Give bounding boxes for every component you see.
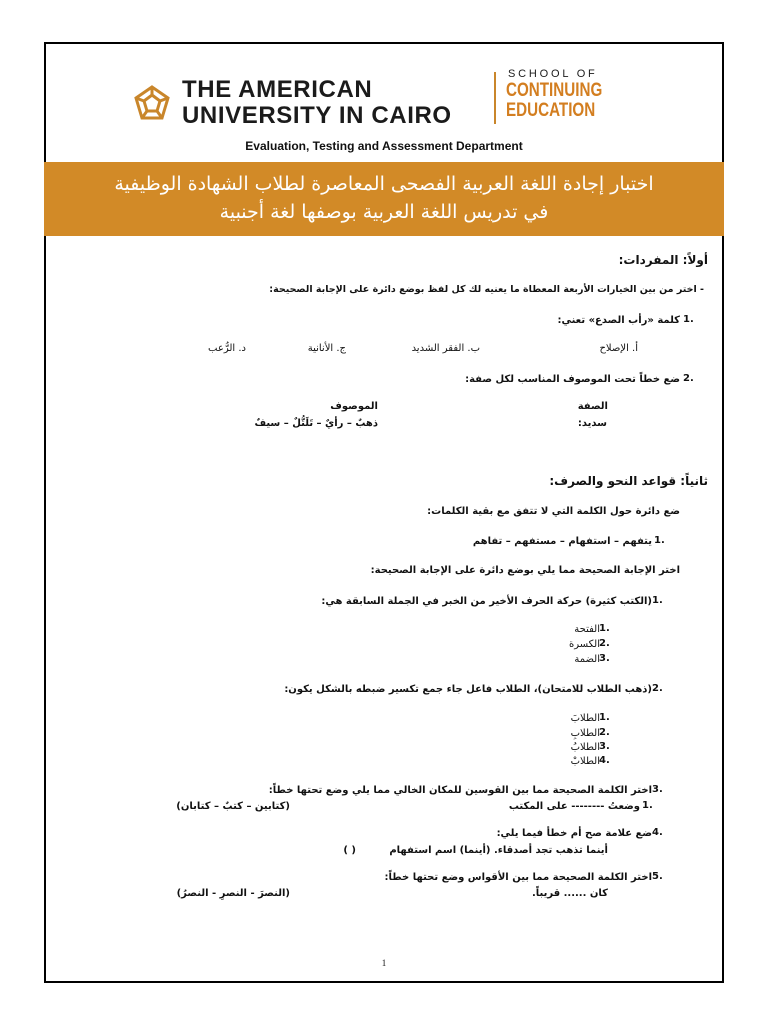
s1-q1-text: كلمة «رأب الصدع» تعني:: [557, 315, 680, 326]
s2-q2-option4-num: 4.: [599, 755, 610, 766]
s2-q2-option1-num: 1.: [599, 712, 610, 723]
s2-c1-number: 1.: [654, 535, 665, 546]
s1-q2-col-mawsuf: الموصوف: [330, 401, 378, 412]
s1-q2-number: 2.: [683, 373, 694, 384]
s1-q1-option-c[interactable]: ج. الأنانية: [307, 343, 346, 354]
s2-q4-text: ضع علامة صح أم خطأ فيما يلي:: [496, 828, 652, 839]
s1-q2-col-sifa: الصفة: [577, 401, 608, 412]
auc-name-line1: THE AMERICAN: [182, 76, 373, 103]
s2-q5-number: 5.: [652, 871, 663, 882]
s2-q2-option3-num: 3.: [599, 741, 610, 752]
s2-q1-option3-num: 3.: [599, 653, 610, 664]
s1-q1-number: 1.: [683, 314, 694, 325]
s2-circle-instruction: ضع دائرة حول الكلمة التي لا تتفق مع بقية الكلمات:: [427, 506, 680, 517]
s2-q4-number: 4.: [652, 827, 663, 838]
s2-q2-option2-num: 2.: [599, 727, 610, 738]
s2-q2-option4[interactable]: الطلابْ: [570, 756, 600, 767]
s2-q5-text: اختر الكلمة الصحيحة مما بين الأقواس وضع تحتها خطاً:: [384, 872, 652, 883]
s1-q2-row-mawsuf[interactable]: ذهبٌ – رأيٌ – تَلَتُّلٌ – سيفٌ: [254, 418, 378, 429]
banner-line2: في تدريس اللغة العربية بوصفها لغة أجنبية: [219, 201, 549, 223]
banner-line1: اختبار إجادة اللغة العربية الفصحى المعاصرة لطلاب الشهادة الوظيفية: [114, 173, 654, 195]
section1-title: أولاً: المفردات:: [618, 253, 708, 267]
s2-q1-option1-num: 1.: [599, 623, 610, 634]
s1-q2-row-sifa: سديد:: [577, 418, 607, 429]
s2-q1-option1[interactable]: الفتحة: [574, 624, 600, 635]
section2-title: ثانياً: قواعد النحو والصرف:: [549, 474, 708, 488]
s2-q3-text: اختر الكلمة الصحيحة مما بين القوسين للمكان الخالي مما يلي وضع تحتها خطاً:: [268, 785, 652, 796]
s2-q5-line: كان ...... قريباً.: [531, 888, 608, 899]
s2-q2-option2[interactable]: الطلابِ: [570, 728, 600, 739]
s2-q4-answer-blank[interactable]: ( ): [343, 845, 356, 856]
school-line1: SCHOOL OF: [508, 68, 598, 80]
s2-q3-number: 3.: [652, 784, 663, 795]
s1-q1-option-b[interactable]: ب. الفقر الشديد: [411, 343, 480, 354]
s2-q2-text: (ذهب الطلاب للامتحان)، الطلاب فاعل جاء جمع تكسير ضبطه بالشكل يكون:: [284, 684, 652, 695]
s2-q4-line: أينما تذهب تجد أصدقاء. (أينما) اسم استفهام: [389, 845, 608, 856]
department-title: Evaluation, Testing and Assessment Department: [245, 139, 523, 153]
s2-q3-sub-number: 1.: [642, 800, 653, 811]
page-number: 1: [381, 958, 387, 968]
s2-q2-number: 2.: [652, 683, 663, 694]
s2-q2-option1[interactable]: الطلابَ: [570, 713, 600, 724]
s1-q1-option-a[interactable]: أ. الإصلاح: [599, 343, 638, 354]
s2-q1-text: (الكتب كثيرة) حركة الحرف الأخير من الخبر في الجملة السابقة هي:: [321, 596, 652, 607]
s2-q3-sub-text: وضعتُ -------- على المكتب: [508, 801, 640, 812]
s1-q2-text: ضع خطاً تحت الموصوف المناسب لكل صفة:: [465, 374, 680, 385]
s2-q3-choices[interactable]: (كتابين – كتبٌ – كتابان): [176, 801, 290, 812]
s2-q1-option2[interactable]: الكسرة: [568, 639, 600, 650]
s2-q5-choices[interactable]: (النصرَ - النصرِ - النصرُ): [176, 888, 290, 899]
exam-title-banner: [44, 162, 724, 236]
s2-q2-option3[interactable]: الطلابُ: [570, 742, 600, 753]
s2-c1-text[interactable]: يتفهم – استفهام – مستفهم – تفاهم: [472, 536, 652, 547]
logo-divider: [494, 72, 496, 124]
s2-q1-option2-num: 2.: [599, 638, 610, 649]
s2-choose-instruction: اختر الإجابة الصحيحة مما يلي بوضع دائرة على الإجابة الصحيحة:: [370, 565, 680, 576]
section1-instruction: - اختر من بين الخيارات الأربعة المعطاة ما يعنيه لك كل لفظ بوضع دائرة على الإجابة الصحيحة:: [269, 284, 704, 295]
s1-q1-option-d[interactable]: د. الرُّعب: [208, 343, 246, 354]
auc-logo-icon: [132, 84, 172, 124]
auc-name-line2: UNIVERSITY IN CAIRO: [182, 102, 452, 129]
school-line2: CONTINUING: [506, 80, 603, 101]
s2-q1-number: 1.: [652, 595, 663, 606]
s2-q1-option3[interactable]: الضمة: [574, 654, 600, 665]
school-line3: EDUCATION: [506, 100, 596, 121]
